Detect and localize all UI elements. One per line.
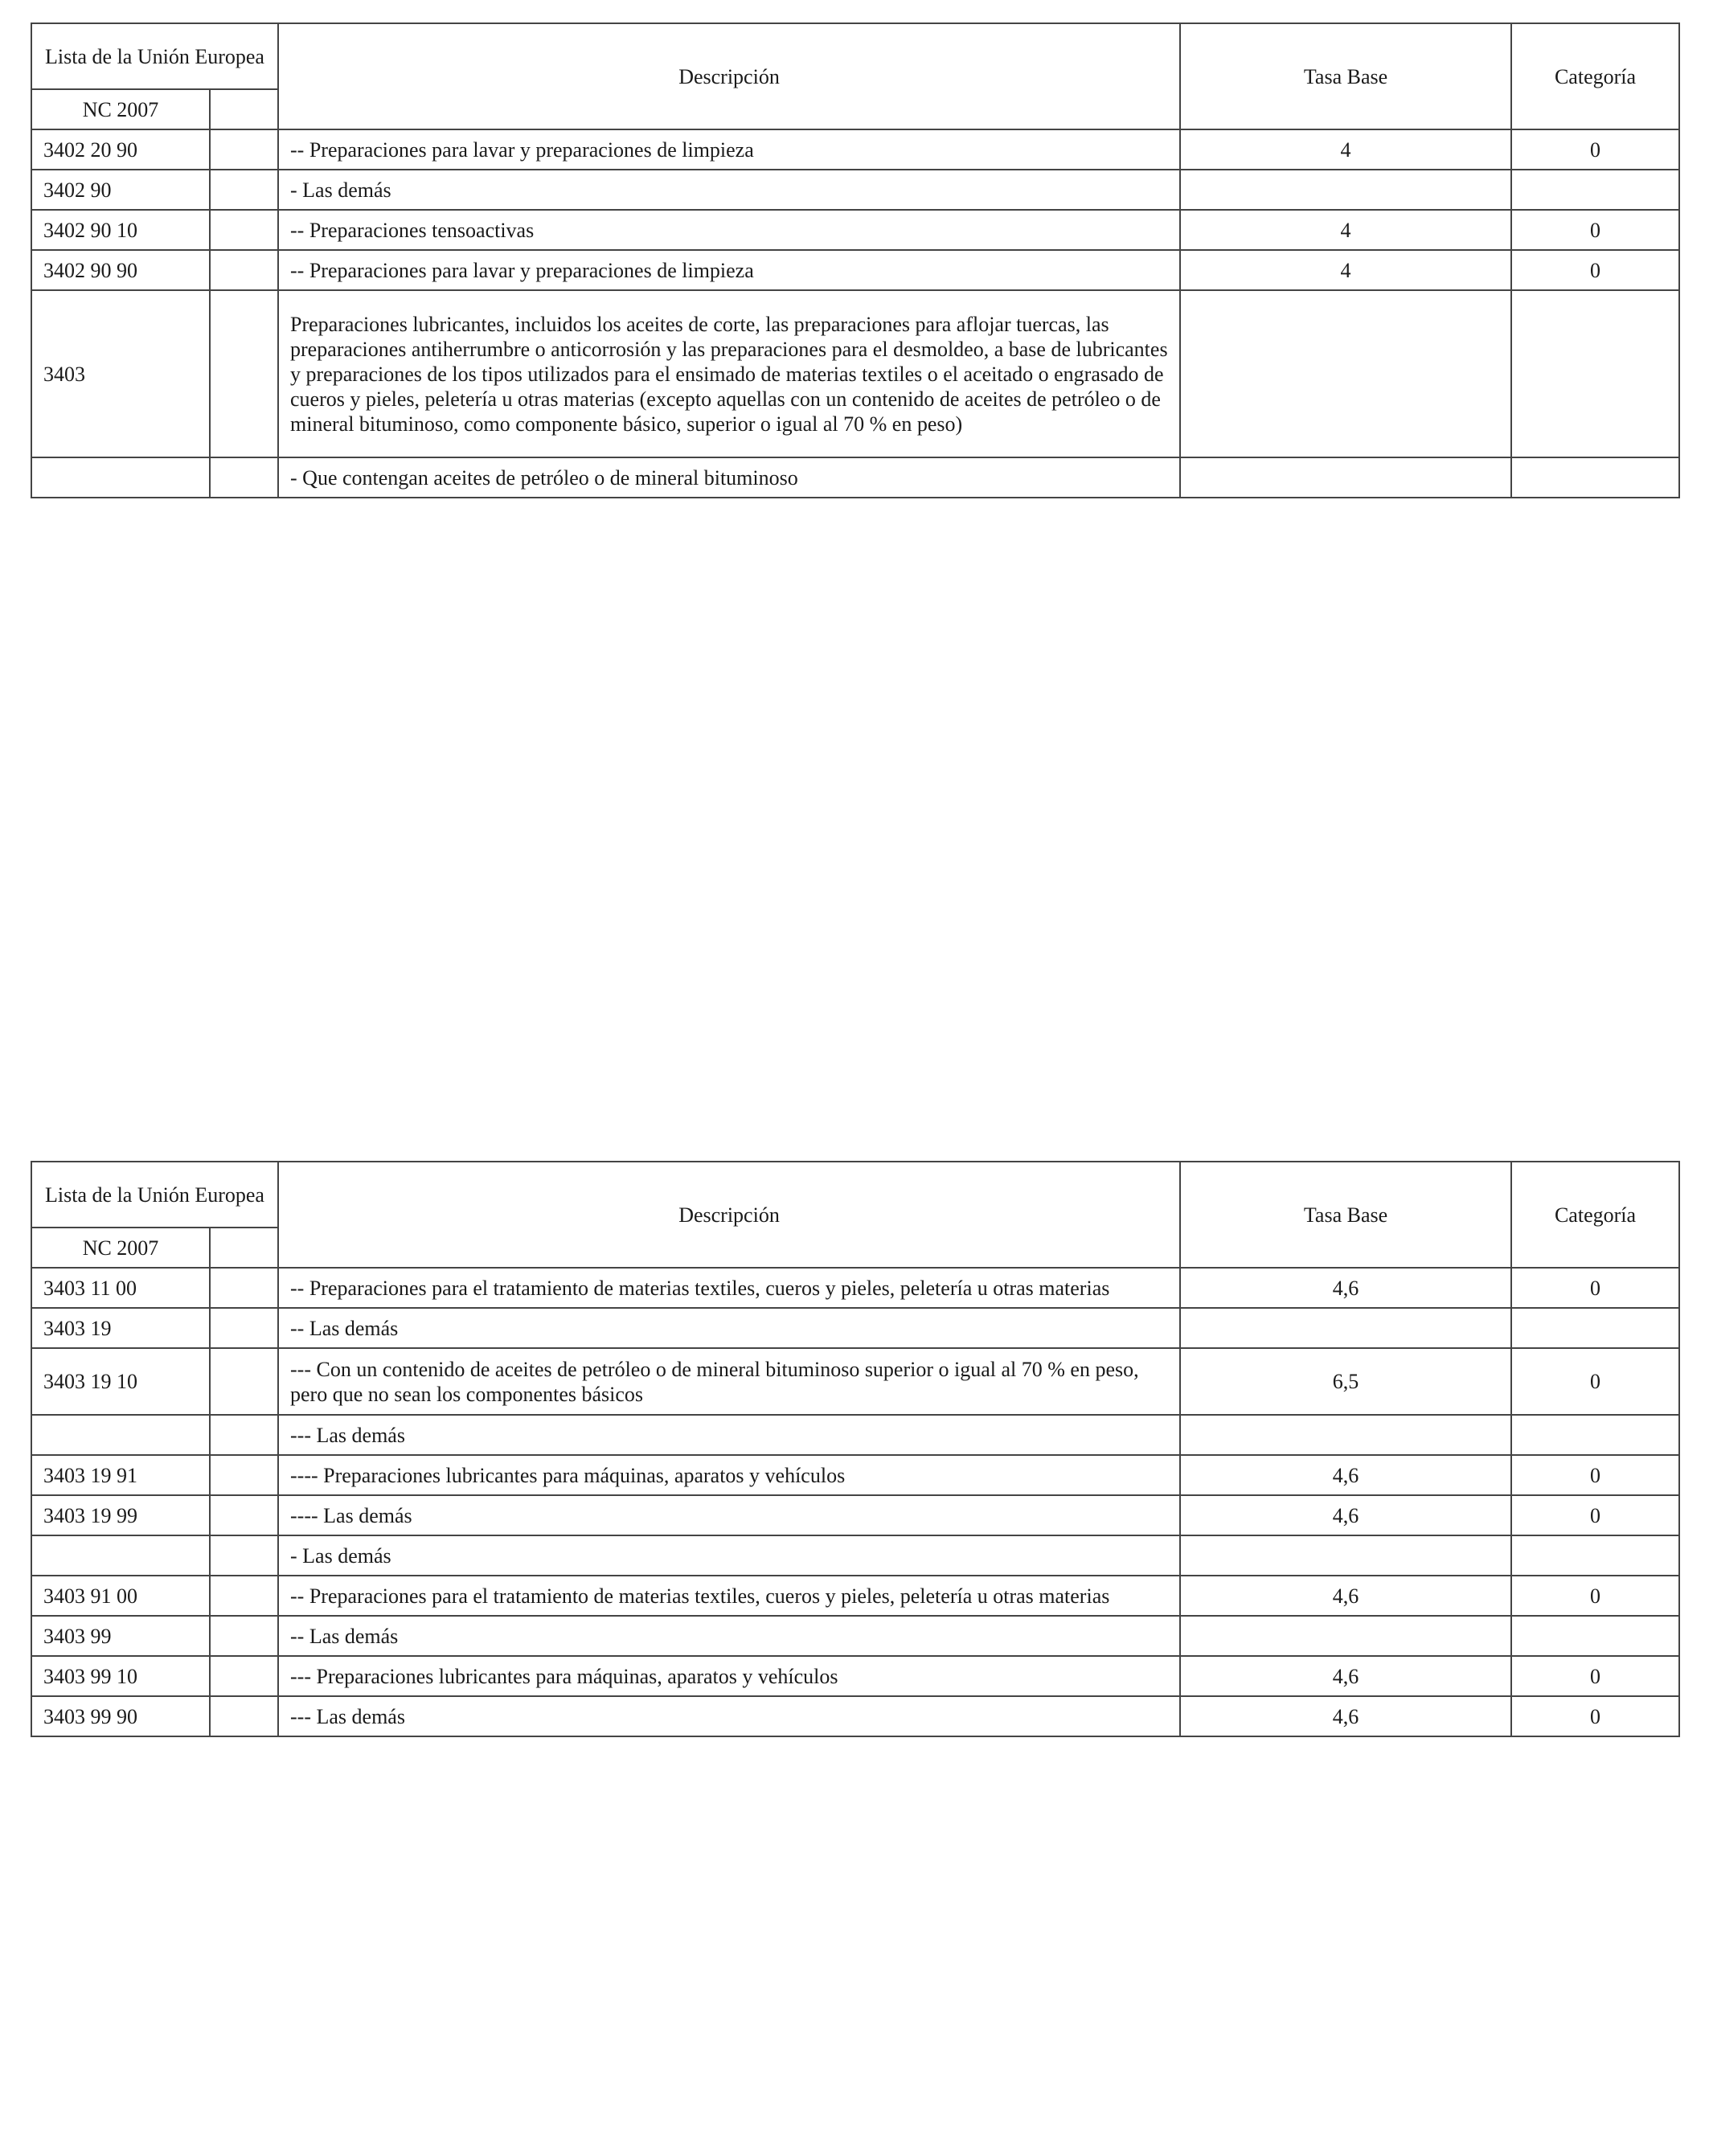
cell-base-rate: 4,6 [1180,1656,1511,1696]
table-row [31,1616,1679,1656]
header-description: Descripción [278,1162,1180,1268]
cell-base-rate: 4,6 [1180,1576,1511,1616]
cell-description: --- Las demás [278,1696,1180,1736]
cell-empty [210,1656,278,1696]
cell-category: 0 [1511,210,1679,250]
cell-base-rate [1180,170,1511,210]
cell-category: 0 [1511,1495,1679,1535]
cell-category [1511,1535,1679,1576]
cell-description: -- Preparaciones para el tratamiento de materias textiles, cueros y pieles, peletería u otras materias [278,1576,1180,1616]
table-row [31,1535,1679,1576]
cell-base-rate [1180,1308,1511,1348]
table-row [31,1308,1679,1348]
cell-empty [210,1576,278,1616]
cell-category [1511,1415,1679,1455]
header-nc: NC 2007 [31,1228,210,1268]
cell-code: 3402 90 10 [31,210,210,250]
cell-description: -- Preparaciones tensoactivas [278,210,1180,250]
cell-category: 0 [1511,1696,1679,1736]
table-row [31,1415,1679,1455]
cell-description: - Que contengan aceites de petróleo o de mineral bituminoso [278,457,1180,498]
cell-description: ---- Las demás [278,1495,1180,1535]
table-row [31,129,1679,170]
cell-empty [210,1268,278,1308]
table-row [31,457,1679,498]
cell-base-rate [1180,1535,1511,1576]
cell-category: 0 [1511,129,1679,170]
cell-code: 3403 99 10 [31,1656,210,1696]
header-base-rate: Tasa Base [1180,1162,1511,1268]
table-row [31,290,1679,457]
table-row [31,1268,1679,1308]
cell-base-rate: 6,5 [1180,1348,1511,1415]
cell-description: -- Preparaciones para lavar y preparaciones de limpieza [278,250,1180,290]
table-row [31,1348,1679,1415]
cell-base-rate: 4,6 [1180,1455,1511,1495]
cell-code: 3403 [31,290,210,457]
cell-code: 3403 99 [31,1616,210,1656]
cell-category: 0 [1511,1348,1679,1415]
cell-category [1511,457,1679,498]
cell-description: -- Preparaciones para el tratamiento de materias textiles, cueros y pieles, peletería u otras materias [278,1268,1180,1308]
cell-description: ---- Preparaciones lubricantes para máquinas, aparatos y vehículos [278,1455,1180,1495]
cell-base-rate: 4 [1180,129,1511,170]
cell-empty [210,1455,278,1495]
table-row [31,210,1679,250]
cell-code: 3403 19 [31,1308,210,1348]
cell-category [1511,1308,1679,1348]
cell-code: 3403 19 99 [31,1495,210,1535]
header-base-rate: Tasa Base [1180,23,1511,129]
header-empty [210,1228,278,1268]
table-row [31,250,1679,290]
cell-empty [210,210,278,250]
cell-description: -- Las demás [278,1616,1180,1656]
cell-category: 0 [1511,250,1679,290]
cell-description: - Las demás [278,1535,1180,1576]
cell-empty [210,1495,278,1535]
cell-base-rate: 4,6 [1180,1268,1511,1308]
cell-base-rate: 4 [1180,210,1511,250]
cell-description: -- Preparaciones para lavar y preparaciones de limpieza [278,129,1180,170]
cell-code: 3403 91 00 [31,1576,210,1616]
header-category: Categoría [1511,1162,1679,1268]
cell-code: 3402 90 [31,170,210,210]
cell-empty [210,1616,278,1656]
cell-base-rate [1180,457,1511,498]
cell-code: 3403 99 90 [31,1696,210,1736]
header-nc: NC 2007 [31,89,210,129]
table-row [31,1696,1679,1736]
cell-category: 0 [1511,1268,1679,1308]
cell-empty [210,290,278,457]
cell-base-rate: 4,6 [1180,1495,1511,1535]
cell-empty [210,457,278,498]
cell-description: --- Las demás [278,1415,1180,1455]
cell-base-rate [1180,290,1511,457]
cell-description: --- Con un contenido de aceites de petróleo o de mineral bituminoso superior o igual al 70 % en peso, pero que no sean los componentes básicos [278,1348,1180,1415]
cell-empty [210,1535,278,1576]
cell-category [1511,170,1679,210]
cell-category [1511,290,1679,457]
cell-base-rate: 4 [1180,250,1511,290]
cell-category: 0 [1511,1455,1679,1495]
cell-empty [210,1696,278,1736]
cell-code [31,1415,210,1455]
header-eu-list: Lista de la Unión Europea [31,23,278,89]
cell-empty [210,1415,278,1455]
table-row [31,1495,1679,1535]
cell-code [31,457,210,498]
cell-empty [210,170,278,210]
cell-category: 0 [1511,1656,1679,1696]
cell-description: --- Preparaciones lubricantes para máquinas, aparatos y vehículos [278,1656,1180,1696]
tariff-table-2 [31,1161,1680,1737]
header-category: Categoría [1511,23,1679,129]
cell-description: Preparaciones lubricantes, incluidos los aceites de corte, las preparaciones para aflojar tuercas, las preparaciones antiherrumbre o anticorrosión y las preparaciones para el desmoldeo, a base de lubricantes y preparaciones de los tipos utilizados para el ensimado de materias textiles o el aceitado o engrasado de cueros y pieles, peletería u otras materias (excepto aquellas con un contenido de aceites de petróleo o de mineral bituminoso, como componente básico, superior o igual al 70 % en peso) [278,290,1180,457]
cell-description: - Las demás [278,170,1180,210]
cell-code [31,1535,210,1576]
header-description: Descripción [278,23,1180,129]
cell-code: 3402 20 90 [31,129,210,170]
cell-code: 3402 90 90 [31,250,210,290]
cell-empty [210,1308,278,1348]
header-row [31,1162,1679,1228]
tariff-table-1 [31,23,1680,498]
cell-code: 3403 19 10 [31,1348,210,1415]
table-row [31,170,1679,210]
table-row [31,1455,1679,1495]
header-eu-list: Lista de la Unión Europea [31,1162,278,1228]
cell-base-rate [1180,1415,1511,1455]
cell-base-rate: 4,6 [1180,1696,1511,1736]
header-row [31,23,1679,89]
table-row [31,1656,1679,1696]
cell-base-rate [1180,1616,1511,1656]
cell-empty [210,129,278,170]
header-empty [210,89,278,129]
table-row [31,1576,1679,1616]
cell-empty [210,1348,278,1415]
cell-description: -- Las demás [278,1308,1180,1348]
cell-category [1511,1616,1679,1656]
cell-code: 3403 11 00 [31,1268,210,1308]
cell-empty [210,250,278,290]
cell-code: 3403 19 91 [31,1455,210,1495]
cell-category: 0 [1511,1576,1679,1616]
